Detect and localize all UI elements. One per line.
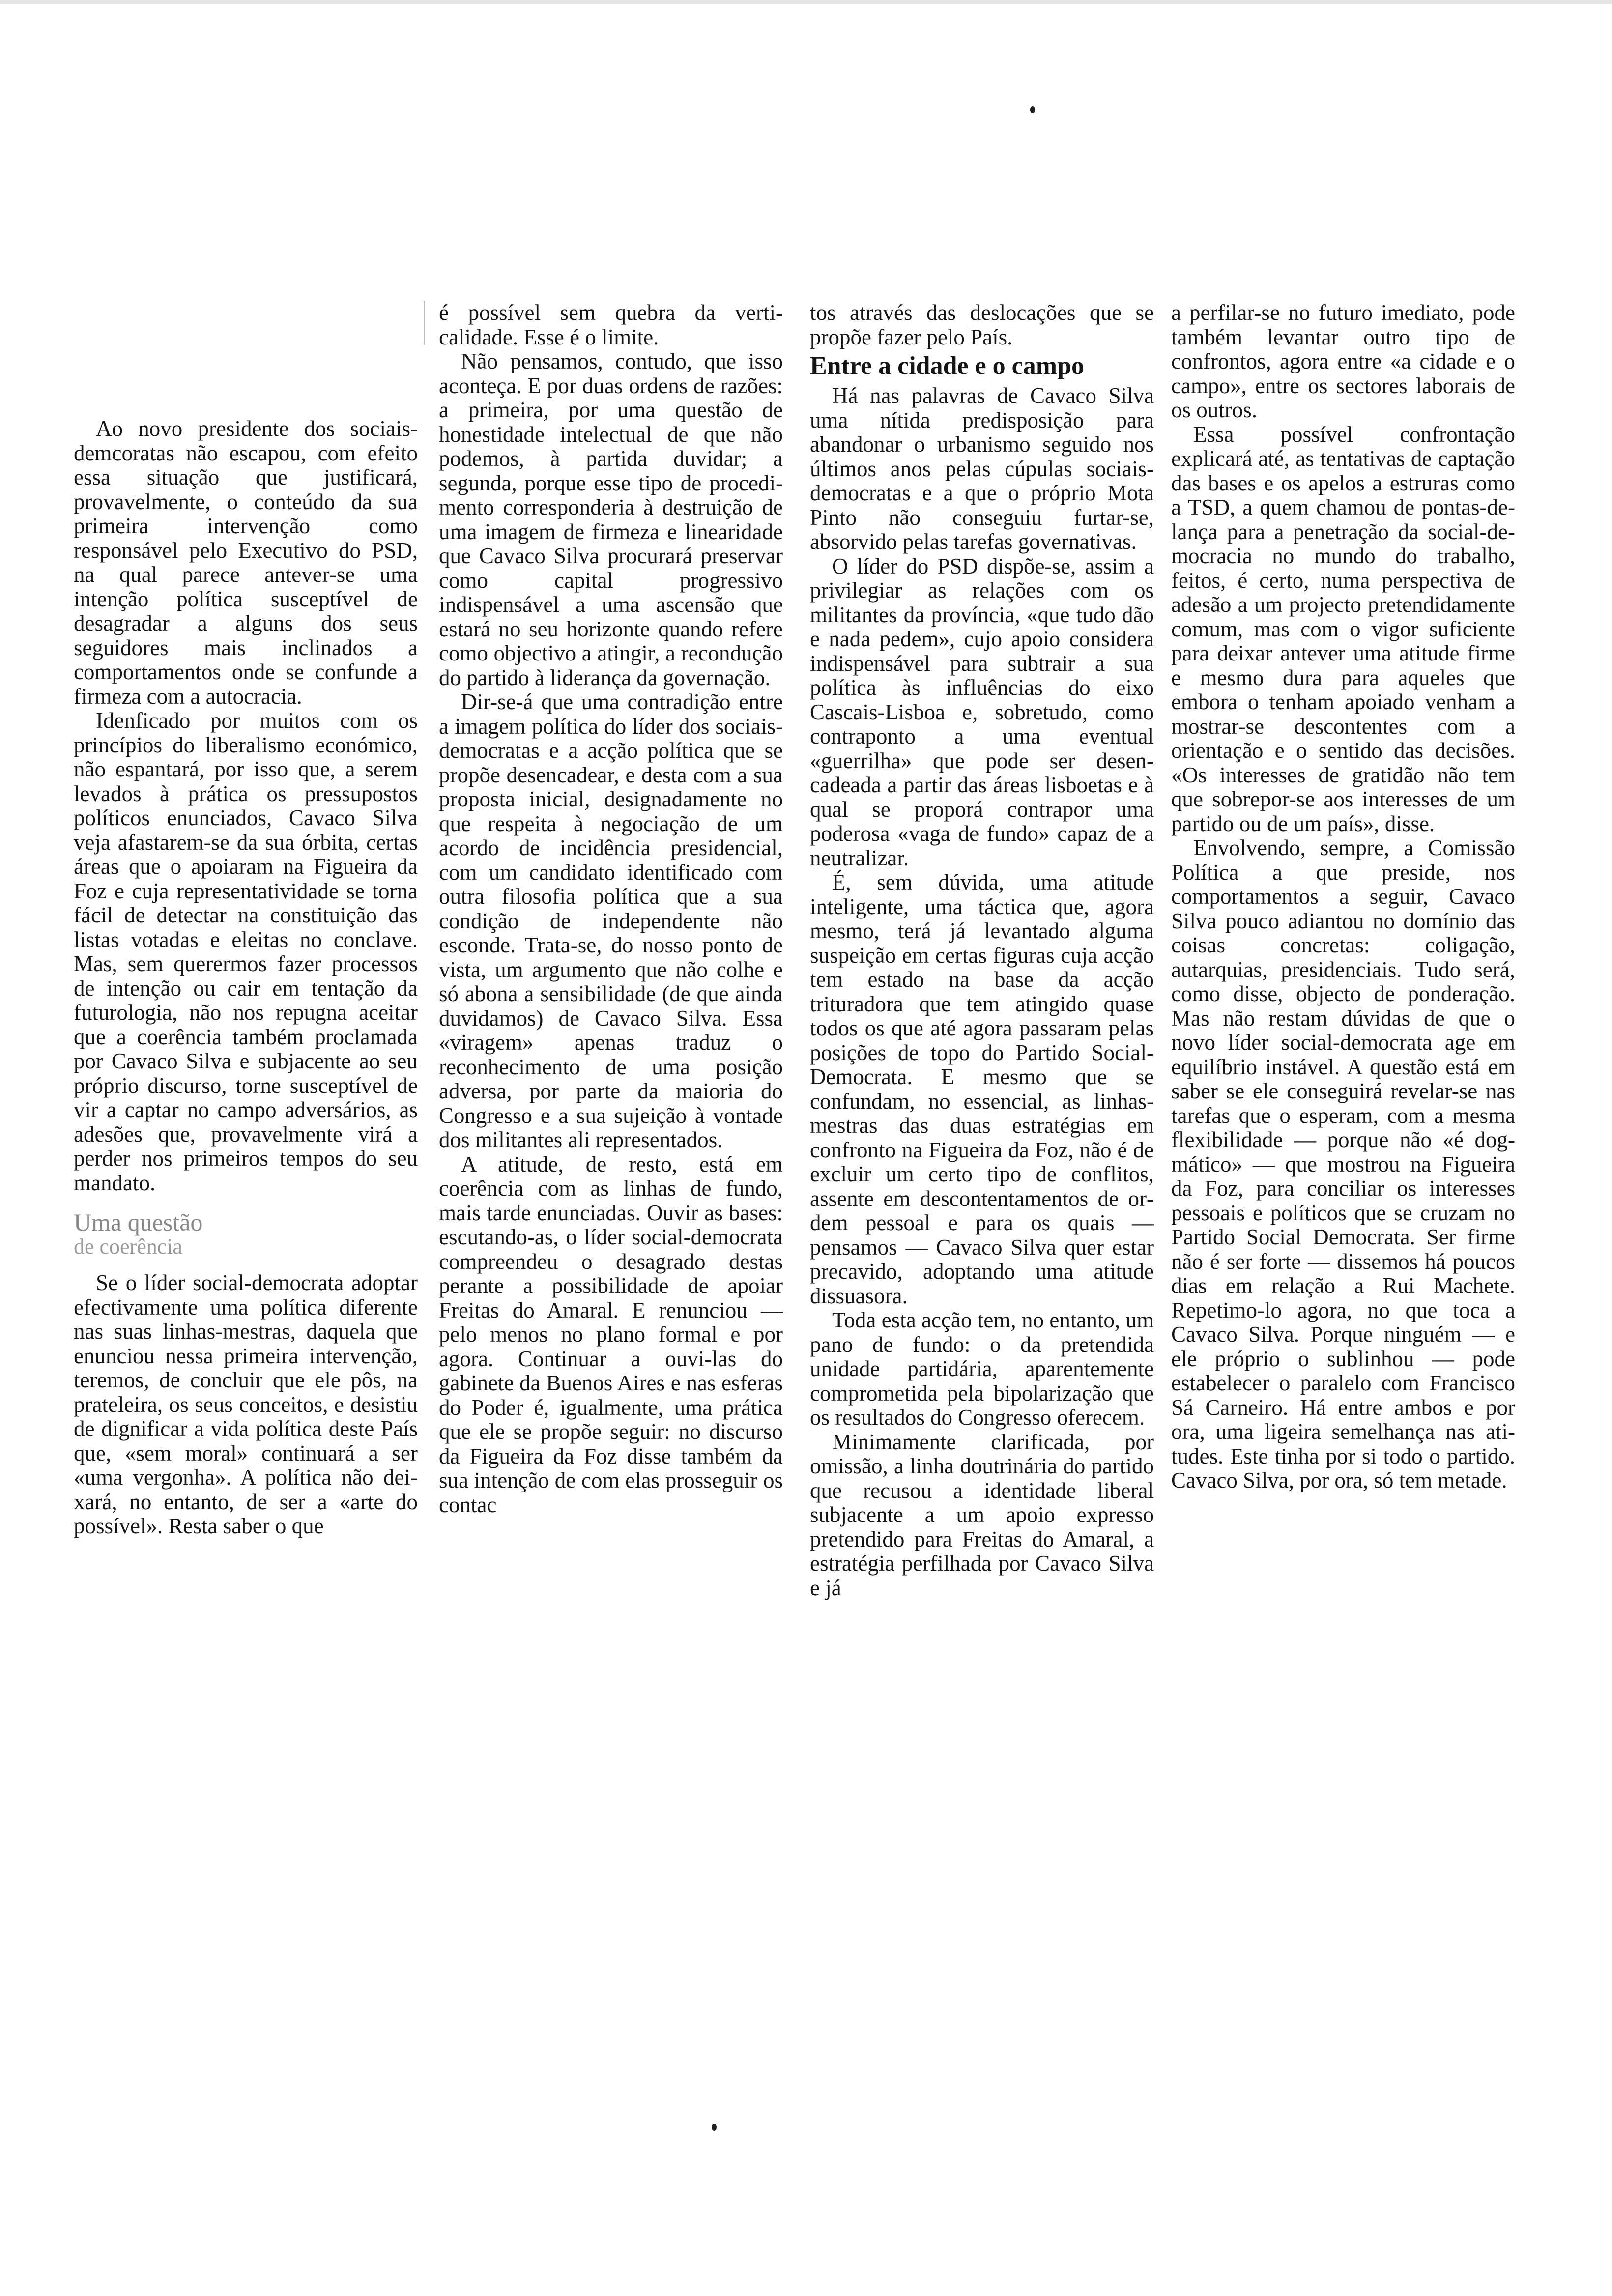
paragraph: O líder do PSD dispõe-se, assim a privilegiar as relações com os militantes da província, «que tudo dão e nada pedem», cujo apoio considera indispensável para subtrair a sua política às influências do eixo Cascais-Lisboa e, sobretudo, como contraponto a uma eventual «guerrilha» que pode ser desencadeada a partir das áreas lisboetas e à qual se proporá contrapor uma poderosa «vaga de fundo» capaz de a neutralizar.	[810, 553, 1154, 870]
paragraph: Essa possível confrontação explicará até, as tentativas de captação das bases e os apelos a estruras como a TSD, a quem chamou de pontas-de-lança para a penetração da social-democracia no mundo do trabalho, feitos, é certo, numa perspectiva de adesão a um projecto pretendidamente comum, mas com o vigor suficiente para deixar antever uma atitude firme e mesmo dura para aqueles que embora o tenham apoiado venham a mostrar-se descontentes com a orientação e o sentido das decisões. «Os interesses de gratidão não tem que sobrepor-se aos interesses de um partido ou de um país», disse.	[1171, 422, 1515, 836]
subheading: Entre a cidade e o campo	[810, 352, 1084, 380]
subheading-line: Uma questão	[74, 1208, 203, 1236]
article-column-1	[74, 417, 418, 1539]
subheading-line: de coerência	[74, 1234, 183, 1259]
paragraph: Ao novo presidente dos sociais-demcoratas não escapou, com efeito essa situação que justificará, provavelmente, o conteúdo da sua primeira intervenção como responsável pelo Executivo do PSD, na qual parece antever-se uma intenção política susceptível de desagradar a alguns dos seus seguidores mais inclinados a comportamentos onde se confunde a firmeza com a autocracia.	[74, 416, 418, 709]
column-rule	[424, 301, 425, 345]
paragraph: Dir-se-á que uma contradição entre a imagem política do líder dos sociais-democratas e a acção política que se propõe desencadear, e desta com a sua proposta inicial, designadamente no que respeita à negociação de um acordo de incidência presidencial, com um candidato identificado com outra filosofia política que a sua condição de independente não esconde. Trata-se, do nosso ponto de vista, um argumento que não colhe e só abona a sensibilidade (de que ainda duvidamos) de Cavaco Silva. Essa «viragem» apenas traduz o reconhecimento de uma posição adversa, por parte da maioria do Congresso e a sua sujeição à vontade dos militantes ali representados.	[439, 689, 783, 1152]
article-column-3	[810, 301, 1154, 1600]
subheading	[74, 1210, 418, 1259]
print-speck	[712, 2124, 717, 2131]
paragraph: Se o líder social-democrata adoptar efectivamente uma política diferente nas suas linhas-mestras, daquela que enunciou nessa primeira intervenção, teremos, de concluir que ele pôs, na prateleira, os seus conceitos, e desistiu de dignificar a vida política deste País que, «sem moral» continuará a ser «uma vergonha». A política não deixará, no entanto, de ser a «arte do possível». Resta saber o que	[74, 1270, 418, 1538]
paragraph: A atitude, de resto, está em coerência com as linhas de fundo, mais tarde enunciadas. Ouvir as bases: escutando-as, o líder social-democrata compreendeu o desagrado destas perante a possibilidade de apoiar Freitas do Amaral. E renunciou — pelo menos no plano formal e por agora. Continuar a ouvi-las do gabinete da Buenos Aires e nas esferas do Poder é, igualmente, uma prática que ele se propõe seguir: no discurso da Figueira da Foz disse também da sua intenção de com elas prosseguir os contac	[439, 1151, 783, 1517]
paragraph: É, sem dúvida, uma atitude inteligente, uma táctica que, agora mesmo, terá já levantado alguma suspeição em certas figuras cuja acção tem estado na base da acção trituradora que tem atingido quase todos os que até agora passaram pelas posições de topo do Partido Social-Democrata. E mesmo que se confundam, no essencial, as linhas-mestras das duas estratégias em confronto na Figueira da Foz, não é de excluir um certo tipo de conflitos, assente em descontentamentos de ordem pessoal e para os quais — pensamos — Cavaco Silva quer estar precavido, adoptando uma atitude dissuasora.	[810, 870, 1154, 1308]
paragraph: Toda esta acção tem, no entanto, um pano de fundo: o da pretendida unidade partidária, aparentemente comprometida pela bipolarização que os resultados do Congresso oferecem.	[810, 1308, 1154, 1430]
paragraph: Envolvendo, sempre, a Comissão Política a que preside, nos comportamentos a seguir, Cavaco Silva pouco adiantou no domínio das coisas concretas: coligação, autarquias, presidenciais. Tudo será, como disse, objecto de ponderação. Mas não restam dúvidas de que o novo líder social-democrata age em equilíbrio instável. A questão está em saber se ele conseguirá revelar-se nas tarefas que o esperam, com a mesma flexibilidade — porque não «é dogmático» — que mostrou na Figueira da Foz, para conciliar os interesses pessoais e políticos que se cruzam no Partido Social Democrata. Ser firme não é ser forte — dissemos há poucos dias em relação a Rui Machete. Repetimo-lo agora, no que toca a Cavaco Silva. Porque ninguém — e ele próprio o sublinhou — pode estabelecer o paralelo com Francisco Sá Carneiro. Há entre ambos e por ora, uma ligeira semelhança nas atitudes. Este tinha por si todo o partido. Cavaco Silva, por ora, só tem metade.	[1171, 835, 1515, 1492]
paragraph: Não pensamos, contudo, que isso aconteça. E por duas ordens de razões: a primeira, por uma questão de honestidade intelectual de que não podemos, à partida duvidar; a segunda, porque esse tipo de procedimento corresponderia à destruição de uma imagem de firmeza e linearidade que Cavaco Silva procurará preservar como capital progressivo indispensável a uma ascensão que estará no seu horizonte quando refere como objectivo a atingir, a recondução do partido à liderança da governação.	[439, 349, 783, 690]
paragraph: Idenficado por muitos com os princípios do liberalismo económico, não espantará, por isso que, a serem levados à prática os pressupostos políticos enunciados, Cavaco Silva veja afastarem-se da sua órbita, certas áreas que o apoiaram na Figueira da Foz e cuja representatividade se torna fácil de detectar na constituição das listas votadas e eleitas no conclave. Mas, sem querermos fazer processos de intenção ou cair em tentação da futurologia, não nos repugna aceitar que a coerência também proclamada por Cavaco Silva e subjacente ao seu próprio discurso, torne susceptível de vir a captar no campo adversários, as adesões que, provavelmente virá a perder nos primeiros tempos do seu mandato.	[74, 708, 418, 1195]
paragraph: tos através das deslocações que se propõe fazer pelo País.	[810, 300, 1154, 349]
paragraph: é possível sem quebra da verticalidade. Esse é o limite.	[439, 300, 783, 349]
article-column-4	[1171, 301, 1515, 1493]
paragraph: Há nas palavras de Cavaco Silva uma nítida predisposição para abandonar o urbanismo seguido nos últimos anos pelas cúpulas sociais-democratas e a que o próprio Mota Pinto não conseguiu furtar-se, absorvido pelas tarefas governativas.	[810, 383, 1154, 554]
page-top-edge	[0, 0, 1612, 4]
paragraph: a perfilar-se no futuro imediato, pode também levantar outro tipo de confrontos, agora entre «a cidade e o campo», entre os sectores laborais de os outros.	[1171, 300, 1515, 422]
paragraph: Minimamente clarificada, por omissão, a linha doutrinária do partido que recusou a identidade liberal subjacente a um apoio expresso pretendido para Freitas do Amaral, a estratégia perfilhada por Cavaco Silva e já	[810, 1429, 1154, 1600]
print-speck	[1030, 106, 1035, 113]
article-column-2	[439, 301, 783, 1517]
